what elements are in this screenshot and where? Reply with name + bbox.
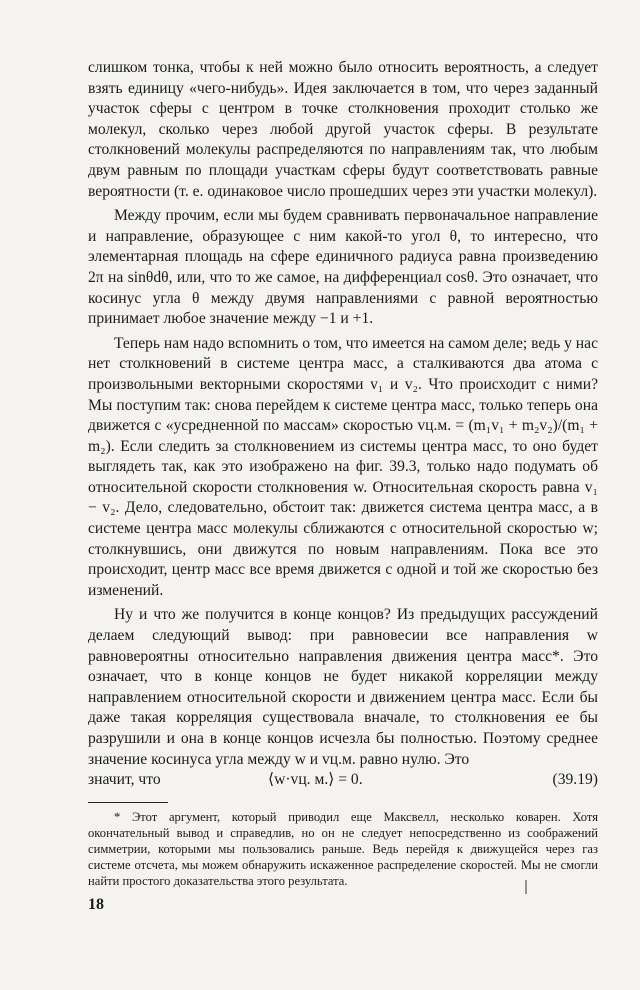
page-body: [88, 58, 598, 889]
equation-39-19: [88, 770, 598, 792]
equation-lead-text: значит, что: [88, 771, 161, 789]
print-artifact: [525, 880, 527, 894]
equation-number: (39.19): [552, 771, 598, 789]
footnote-divider: [88, 802, 168, 803]
equation-expression: ⟨w·vц. м.⟩ = 0.: [268, 771, 363, 789]
paragraph-4: Ну и что же получится в конце концов? Из предыдущих рассуждений делаем следующий вывод: при равновесии все направления w равновероятны относительно направления движения центра масс*. Это означает, что в конце концов не будет никакой корреляции между направлением относительной скорости и движением центра масс. Если бы даже такая корреляция существовала вначале, то столкновения ее бы разрушили и она в конце концов исчезла бы полностью. Поэтому среднее значение косинуса угла между w и vц.м. равно нулю. Это: [88, 606, 598, 768]
paragraph-1: слишком тонка, чтобы к ней можно было относить вероятность, а следует взять единицу «чего-нибудь». Идея заключается в том, что через заданный участок сферы с центром в точке столкновения проходит столько же молекул, сколько через любой другой участок сферы. В результате столкновений молекулы распределяются по направлениям так, что любым двум равным по площади участкам сферы будут соответствовать равные вероятности (т. е. одинаковое число прошедших через эти участки молекул).: [88, 59, 598, 200]
page-number: 18: [88, 896, 104, 913]
paragraph-2: Между прочим, если мы будем сравнивать первоначальное направление и направление, образующее с ним какой-то угол θ, то интересно, что элементарная площадь на сфере единичного радиуса равна произведению 2π на sinθdθ, или, что то же самое, на дифференциал cosθ. Это означает, что косинус угла θ между двумя направлениями с равной вероятностью принимает любое значение между −1 и +1.: [88, 207, 598, 328]
footnote: * Этот аргумент, который приводил еще Максвелл, несколько коварен. Хотя окончательный вывод и справедлив, но он не следует непосредственно из соображений симметрии, которыми мы пользовались раньше. Ведь перейдя к движущейся через газ системе отсчета, мы можем обнаружить искаженное распределение скоростей. Мы не смогли найти простого доказательства этого результата.: [88, 810, 598, 889]
paragraph-3: Теперь нам надо вспомнить о том, что имеется на самом деле; ведь у нас нет столкновений в системе центра масс, а сталкиваются два атома с произвольными векторными скоростями v₁ и v₂. Что происходит с ними? Мы поступим так: снова перейдем к системе центра масс, только теперь она движется с «усредненной по массам» скоростью vц.м. = (m₁v₁ + m₂v₂)/(m₁ + m₂). Если следить за столкновением из системы центра масс, то оно будет выглядеть так, как это изображено на фиг. 39.3, только надо подумать об относительной скорости столкновения w. Относительная скорость равна v₁ − v₂. Дело, следовательно, обстоит так: движется система центра масс, а в системе центра масс молекулы сближаются с относительной скоростью w; столкнувшись, они движутся по новым направлениям. Пока все это происходит, центр масс все время движется с одной и той же скоростью без изменений.: [88, 334, 598, 599]
